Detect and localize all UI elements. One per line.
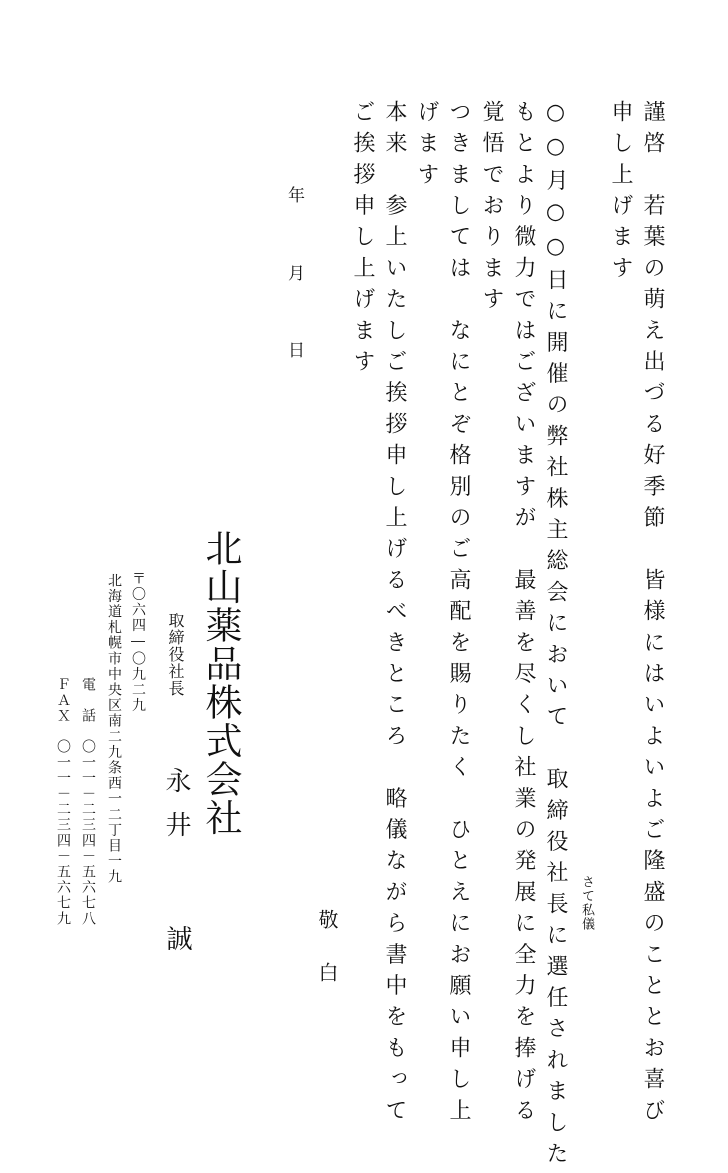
letter-line-1: 謹啓 若葉の萌え出づる好季節 皆様にはいよいよご隆盛のこととお喜び bbox=[640, 100, 665, 1130]
closing-haku: 白 bbox=[315, 962, 339, 982]
letter-line-6: つきましては なにとぞ格別のご高配を賜りたく ひとえにお願い申し上 bbox=[446, 100, 471, 1130]
company-name: 北山薬品株式会社 bbox=[199, 529, 242, 837]
sender-given-name: 誠 bbox=[162, 925, 192, 951]
sender-phone: 電 話 〇一一－二三四－五六七八 bbox=[80, 677, 96, 927]
date-month: 月 bbox=[284, 264, 304, 281]
letter-line-3: ○○月○○日に開催の弊社株主総会において 取締役社長に選任されました bbox=[543, 100, 568, 1173]
letter-line-7: げます bbox=[414, 100, 439, 194]
closing-kei: 敬 bbox=[315, 909, 339, 929]
postal-code: 〒〇六四―〇九二九 bbox=[130, 571, 146, 714]
sender-surname: 永井 bbox=[161, 767, 191, 855]
letter-line-4: もとより微力ではございますが 最善を尽くし社業の発展に全力を捧げる bbox=[511, 100, 536, 1130]
date-year: 年 bbox=[284, 186, 304, 203]
sender-address: 北海道札幌市中央区南二九条西一二丁目一九 bbox=[106, 573, 122, 885]
date-day: 日 bbox=[284, 341, 304, 358]
letter-line-8: 本来 参上いたしご挨拶申し上げるべきところ 略儀ながら書中をもって bbox=[382, 100, 407, 1130]
sender-fax: ＦＡＸ 〇一一－二三四－五六七九 bbox=[55, 677, 71, 927]
letter-line-9: ご挨拶申し上げます bbox=[350, 100, 375, 381]
annotation-sate-watakushigi: さて私儀 bbox=[579, 875, 594, 931]
letter-line-5: 覚悟でおります bbox=[479, 100, 504, 319]
sender-title: 取締役社長 bbox=[166, 612, 185, 697]
letter-line-2: 申し上げます bbox=[608, 100, 633, 288]
